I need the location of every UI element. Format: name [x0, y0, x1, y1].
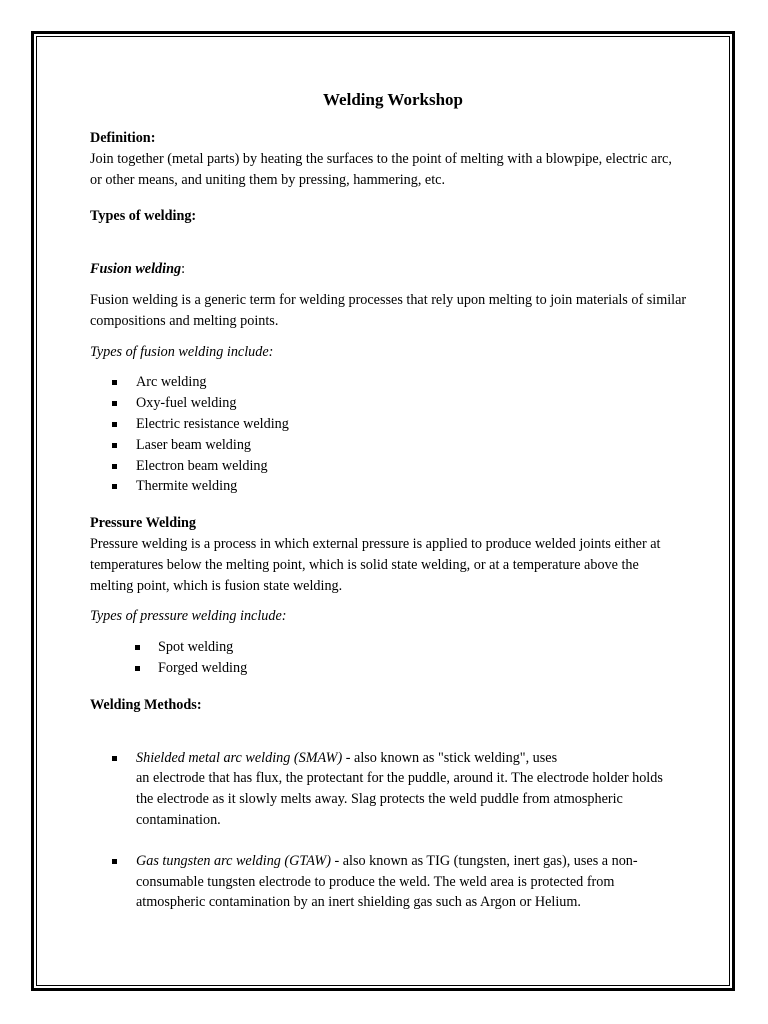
pressure-types-list: [90, 637, 690, 679]
fusion-types-label: Types of fusion welding include:: [90, 343, 274, 360]
list-item: Arc welding: [136, 372, 690, 393]
list-item: Thermite welding: [136, 476, 690, 497]
document-body: [90, 88, 690, 913]
list-item: Forged welding: [158, 658, 690, 679]
list-item: Electron beam welding: [136, 456, 690, 477]
fusion-heading: Fusion welding: [90, 261, 182, 278]
list-item: Spot welding: [158, 637, 690, 658]
definition-section: [90, 128, 690, 190]
fusion-section: [90, 259, 690, 497]
method-item-gtaw: [136, 851, 681, 913]
method-name: Gas tungsten arc welding (GTAW): [136, 852, 331, 869]
fusion-heading-line: [90, 259, 690, 280]
fusion-types-list: [90, 372, 690, 497]
definition-heading: Definition:: [90, 130, 156, 146]
fusion-text: Fusion welding is a generic term for welding processes that rely upon melting to join materials of similar compositions and melting points.: [90, 291, 687, 329]
method-desc: - also known as TIG (tungsten, inert gas), uses a non-consumable tungsten electrode to produce the weld. The weld area is protected from atmospheric contamination by an inert shielding gas such as Argon or Helium.: [136, 852, 638, 911]
types-of-welding-heading: Types of welding:: [90, 208, 197, 225]
list-item: Oxy-fuel welding: [136, 393, 690, 414]
list-item: Laser beam welding: [136, 435, 690, 456]
method-item-smaw: [136, 748, 676, 831]
methods-section: [90, 695, 690, 913]
pressure-types-label: Types of pressure welding include:: [90, 608, 287, 625]
method-name: Shielded metal arc welding (SMAW): [136, 749, 343, 766]
method-desc-first: - also known as "stick welding", uses: [342, 749, 558, 766]
list-item: Electric resistance welding: [136, 414, 690, 435]
definition-text: Join together (metal parts) by heating the surfaces to the point of melting with a blowpipe, electric arc, or other means, and uniting them by pressing, hammering, etc.: [90, 150, 672, 188]
methods-heading: Welding Methods:: [90, 696, 202, 713]
pressure-text: Pressure welding is a process in which external pressure is applied to produce welded joints either at temperatures below the melting point, which is solid state welding, or at a temperature above the melting point, which is fusion state welding.: [90, 535, 661, 594]
pressure-section: [90, 513, 690, 679]
pressure-heading: Pressure Welding: [90, 515, 197, 532]
method-desc-rest: an electrode that has flux, the protectant for the puddle, around it. The electrode holder holds the electrode as it slowly melts away. Slag protects the weld puddle from atmospheric contamination.: [136, 770, 663, 828]
fusion-heading-colon: :: [181, 261, 186, 278]
methods-list: [90, 748, 690, 914]
document-title: Welding Workshop: [323, 90, 463, 109]
